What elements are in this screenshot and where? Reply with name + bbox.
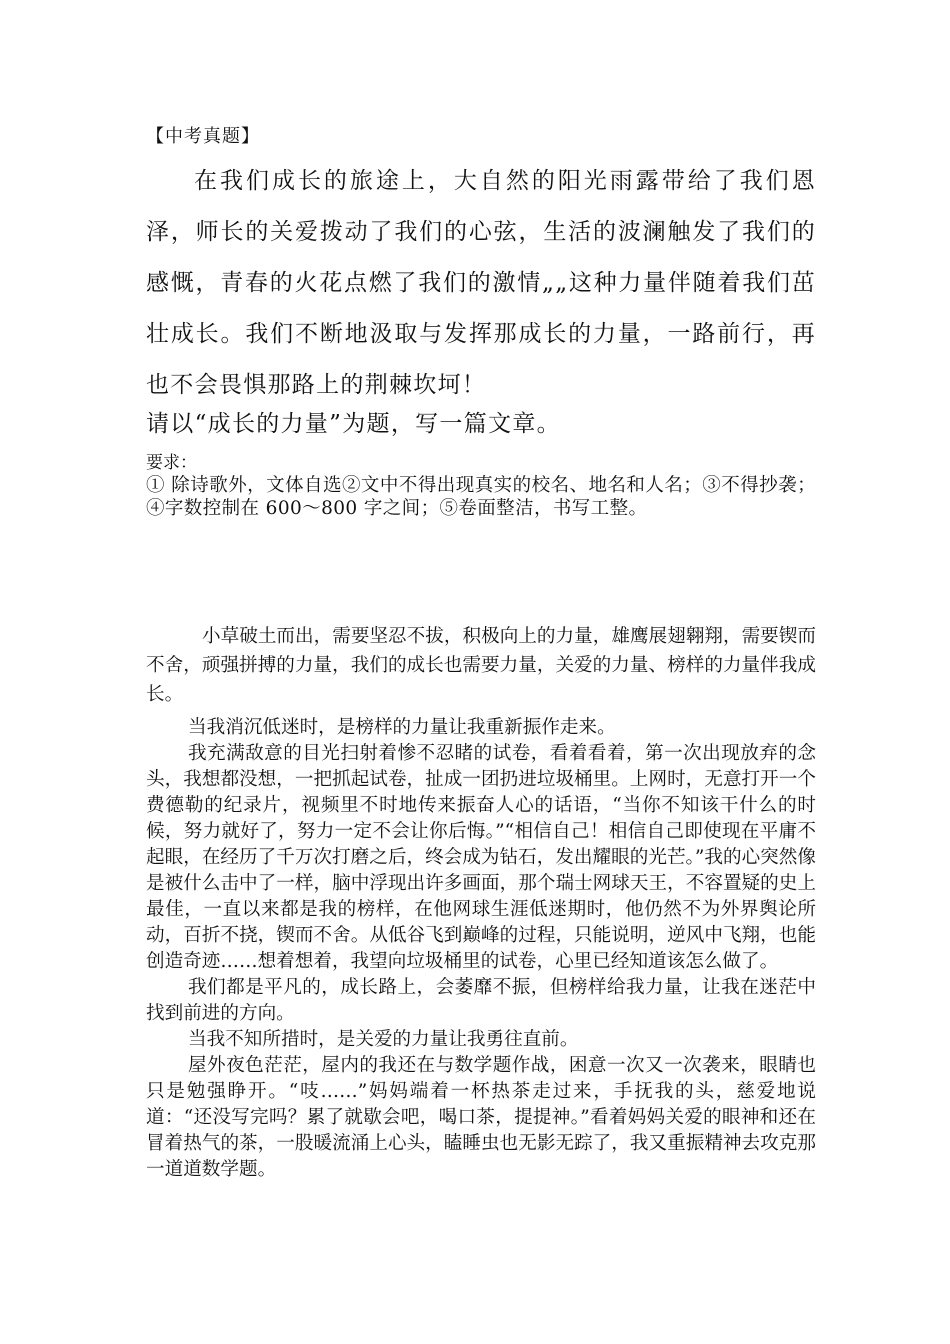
requirements-text: ① 除诗歌外，文体自选②文中不得出现真实的校名、地名和人名；③不得抄袭；④字数控制在 600～800 字之间；⑤卷面整洁，书写工整。 (146, 475, 816, 519)
essay-paragraph: 当我不知所措时，是关爱的力量让我勇往直前。 (188, 1029, 579, 1050)
essay-paragraph: 我充满敌意的目光扫射着惨不忍睹的试卷，看着看着，第一次出现放弃的念头，我想都没想，一把抓起试卷，扯成一团扔进垃圾桶里。上网时，无意打开一个费德勒的纪录片，视频里不时地传来振奋人心的话语，“当你不知该干什么的时候，努力就好了，努力一定不会让你后悔。”“相信自己！相信自己即使现在平庸不起眼，在经历了千万次打磨之后，终会成为钻石，发出耀眼的光芒。”我的心突然像是被什么击中了一样，脑中浮现出许多画面，那个瑞士网球天王，不容置疑的史上最佳，一直以来都是我的榜样，在他网球生涯低迷期时，他仍然不为外界舆论所动，百折不挠，锲而不舍。从低谷飞到巅峰的过程，只能说明，逆风中飞翔，也能创造奇迹……想着想着，我望向垃圾桶里的试卷，心里已经知道该怎么做了。 (146, 743, 816, 972)
essay-paragraph: 屋外夜色茫茫，屋内的我还在与数学题作战，困意一次又一次袭来，眼睛也只是勉强睁开。“吱……”妈妈端着一杯热茶走过来，手抚我的头，慈爱地说道：“还没写完吗？累了就歇会吧，喝口茶，提提神。”看着妈妈关爱的眼神和还在冒着热气的茶，一股暖流涌上心头，瞌睡虫也无影无踪了，我又重振精神去攻克那一道道数学题。 (146, 1055, 816, 1180)
requirements-title: 要求： (146, 453, 197, 473)
essay-paragraph: 当我消沉低迷时，是榜样的力量让我重新振作走来。 (188, 717, 616, 738)
prompt-text: 在我们成长的旅途上，大自然的阳光雨露带给了我们恩泽，师长的关爱拨动了我们的心弦，生活的波澜触发了我们的感慨，青春的火花点燃了我们的激情„„这种力量伴随着我们茁壮成长。我们不断地汲取与发挥那成长的力量，一路前行，再也不会畏惧那路上的荆棘坎坷！ (146, 168, 816, 398)
essay-paragraph: 小草破土而出，需要坚忍不拔，积极向上的力量，雄鹰展翅翱翔，需要锲而不舍，顽强拼搏的力量，我们的成长也需要力量，关爱的力量、榜样的力量伴我成长。 (146, 626, 816, 705)
exam-tag: 【中考真题】 (146, 126, 260, 147)
sample-essay (146, 622, 816, 1183)
essay-paragraph: 我们都是平凡的，成长路上，会萎靡不振，但榜样给我力量，让我在迷茫中找到前进的方向。 (146, 977, 816, 1024)
writing-instruction: 请以“成长的力量”为题，写一篇文章。 (146, 411, 561, 437)
